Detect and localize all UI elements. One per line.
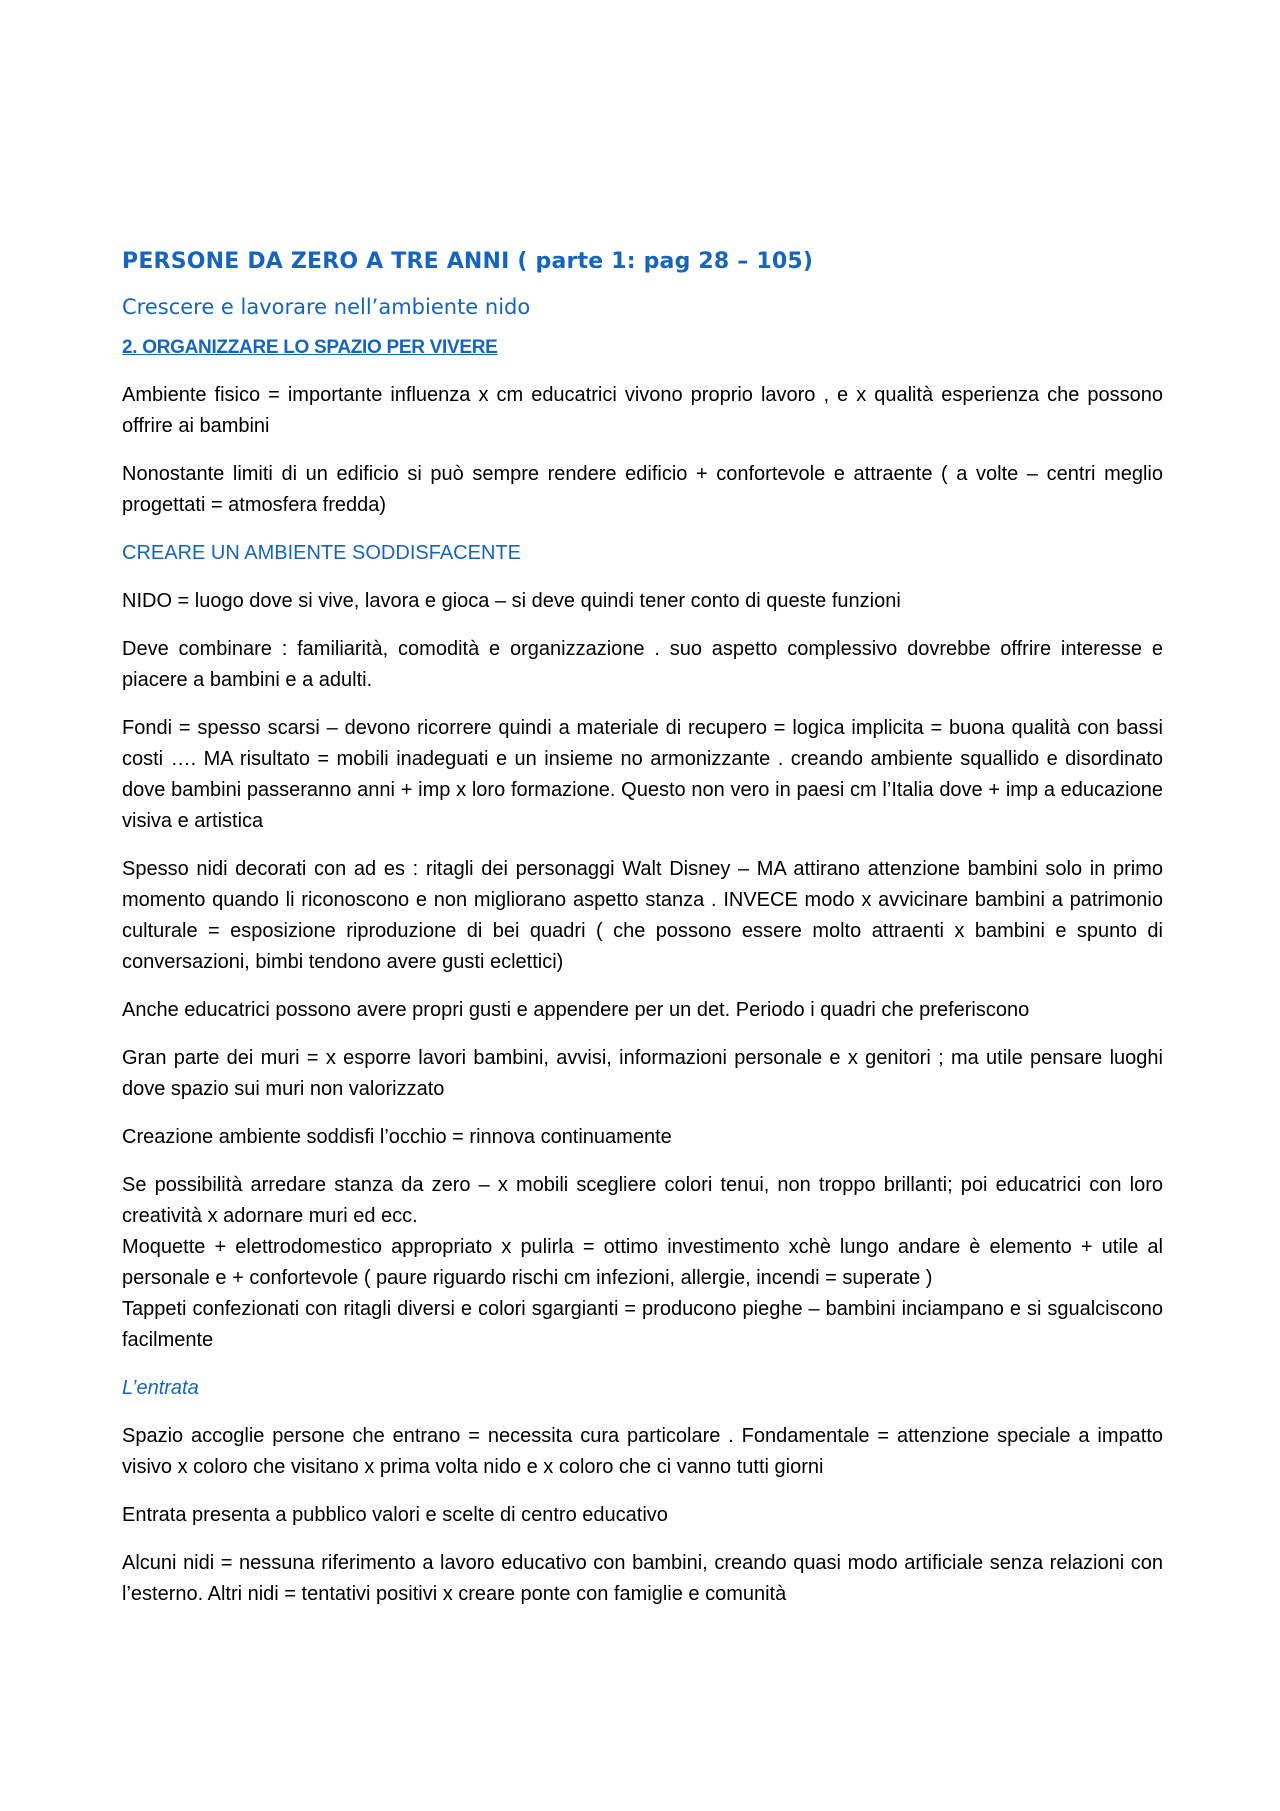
- paragraph: Entrata presenta a pubblico valori e scelte di centro educativo: [122, 1504, 668, 1526]
- document-title: PERSONE DA ZERO A TRE ANNI ( parte 1: pag 28 – 105): [122, 249, 814, 274]
- paragraph: Ambiente fisico = importante influenza x cm educatrici vivono proprio lavoro , e x qualità esperienza che possono offrire ai bambini: [122, 384, 1163, 437]
- paragraph-line: Moquette + elettrodomestico appropriato x pulirla = ottimo investimento xchè lungo andare è elemento + utile al personale e + confortevole ( paure riguardo rischi cm infezioni, allergie, incendi = superate ): [122, 1236, 1163, 1289]
- paragraph: Anche educatrici possono avere propri gusti e appendere per un det. Periodo i quadri che preferiscono: [122, 999, 1030, 1021]
- paragraph: Deve combinare : familiarità, comodità e organizzazione . suo aspetto complessivo dovrebbe offrire interesse e piacere a bambini e a adulti.: [122, 638, 1163, 691]
- paragraph: Fondi = spesso scarsi – devono ricorrere quindi a materiale di recupero = logica implicita = buona qualità con bassi costi …. MA risultato = mobili inadeguati e un insieme no armonizzante . creando ambiente squallido e disordinato dove bambini passeranno anni + imp x loro formazione. Questo non vero in paesi cm l’Italia dove + imp a educazione visiva e artistica: [122, 717, 1163, 832]
- paragraph: NIDO = luogo dove si vive, lavora e gioca – si deve quindi tener conto di queste funzioni: [122, 590, 901, 612]
- entry-heading: L’entrata: [122, 1377, 199, 1399]
- section-heading: 2. ORGANIZZARE LO SPAZIO PER VIVERE: [122, 337, 498, 358]
- subsection-heading: CREARE UN AMBIENTE SODDISFACENTE: [122, 542, 521, 564]
- paragraph: Nonostante limiti di un edificio si può sempre rendere edificio + confortevole e attraente ( a volte – centri meglio progettati = atmosfera fredda): [122, 463, 1163, 516]
- document-subtitle: Crescere e lavorare nell’ambiente nido: [122, 295, 531, 319]
- paragraph: Creazione ambiente soddisfi l’occhio = rinnova continuamente: [122, 1126, 672, 1148]
- paragraph: Alcuni nidi = nessuna riferimento a lavoro educativo con bambini, creando quasi modo artificiale senza relazioni con l’esterno. Altri nidi = tentativi positivi x creare ponte con famiglie e comunità: [122, 1552, 1163, 1605]
- paragraph: Spazio accoglie persone che entrano = necessita cura particolare . Fondamentale = attenzione speciale a impatto visivo x coloro che visitano x prima volta nido e x coloro che ci vanno tutti giorni: [122, 1425, 1163, 1478]
- paragraph-line: Se possibilità arredare stanza da zero – x mobili scegliere colori tenui, non troppo brillanti; poi educatrici con loro creatività x adornare muri ed ecc.: [122, 1174, 1163, 1227]
- paragraph-multiline: [122, 1170, 1163, 1356]
- document-page: [122, 246, 1163, 1627]
- paragraph: Spesso nidi decorati con ad es : ritagli dei personaggi Walt Disney – MA attirano attenzione bambini solo in primo momento quando li riconoscono e non migliorano aspetto stanza . INVECE modo x avvicinare bambini a patrimonio culturale = esposizione riproduzione di bei quadri ( che possono essere molto attraenti x bambini e spunto di conversazioni, bimbi tendono avere gusti eclettici): [122, 858, 1163, 973]
- paragraph-line: Tappeti confezionati con ritagli diversi e colori sgargianti = producono pieghe – bambini inciampano e si sgualciscono facilmente: [122, 1298, 1163, 1351]
- paragraph: Gran parte dei muri = x esporre lavori bambini, avvisi, informazioni personale e x genitori ; ma utile pensare luoghi dove spazio sui muri non valorizzato: [122, 1047, 1163, 1100]
